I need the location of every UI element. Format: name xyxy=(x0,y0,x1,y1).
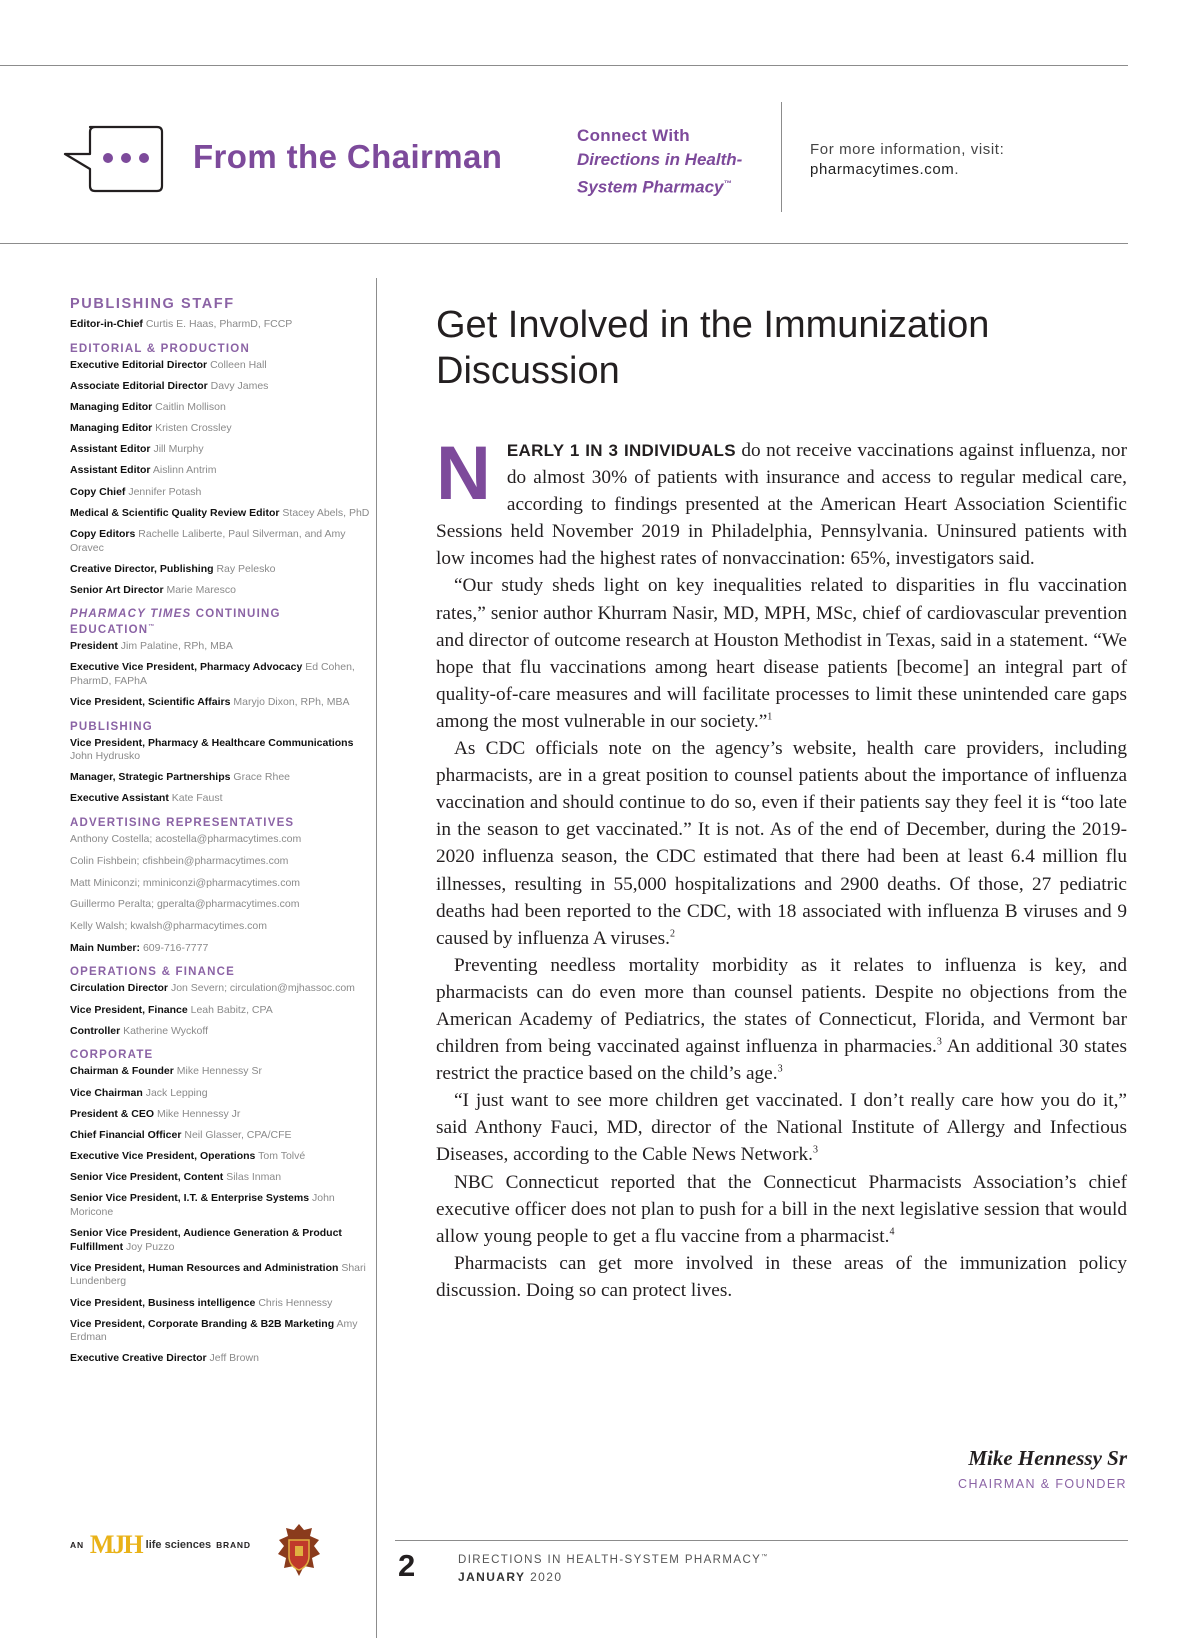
staff-name: Mike Hennessy Jr xyxy=(156,1107,241,1120)
ce-heading-italic: PHARMACY TIMES xyxy=(70,608,192,621)
staff-name: Neil Glasser, CPA/CFE xyxy=(184,1128,292,1141)
publishing-list xyxy=(70,737,370,806)
ce-heading-rest: CONTINUING EDUCATION xyxy=(70,608,281,637)
staff-entry xyxy=(70,1171,370,1185)
staff-entry xyxy=(70,1352,370,1366)
trademark: ™ xyxy=(723,179,732,188)
staff-entry xyxy=(70,422,370,436)
staff-role: Vice President, Corporate Branding & B2B Marketing xyxy=(70,1317,335,1330)
staff-entry xyxy=(70,443,370,457)
column-divider xyxy=(376,278,377,1638)
staff-role: Editor-in-Chief xyxy=(70,318,143,330)
paragraph xyxy=(436,572,1127,735)
operations-heading: OPERATIONS & FINANCE xyxy=(70,966,235,979)
paragraph-text: “Our study sheds light on key inequalities related to disparities in flu vaccination rates,” senior author Khurram Nasir, MD, MPH, MSc, chief of cardiovascular prevention and director of outcome research at Houston Methodist in Texas, said in a statement. “We hope that flu vaccinations among heart disease patients [become] an integral part of quality-of-care measures and will facilitate processes to limit these unintended care gaps among the most vulnerable in our society.” xyxy=(436,575,1127,732)
staff-name: Mike Hennessy Sr xyxy=(176,1065,262,1078)
info-url-suffix: . xyxy=(954,161,960,178)
staff-name: Kate Faust xyxy=(171,792,223,805)
staff-name: John Hydrusko xyxy=(70,750,141,763)
paragraph xyxy=(436,952,1127,1087)
staff-entry xyxy=(70,1129,370,1143)
staff-entry xyxy=(70,1108,370,1122)
staff-role: Vice President, Scientific Affairs xyxy=(70,696,231,709)
staff-name: 609-716-7777 xyxy=(142,941,209,954)
header-vertical-divider xyxy=(781,102,782,212)
staff-role: Main Number: xyxy=(70,941,141,954)
brand-prefix: AN xyxy=(70,1540,84,1550)
staff-name: Chris Hennessy xyxy=(258,1296,333,1309)
brand-logo xyxy=(70,1530,251,1560)
issue-month: JANUARY xyxy=(458,1570,526,1584)
staff-name: Leah Babitz, CPA xyxy=(190,1003,273,1016)
footnote-ref: 3 xyxy=(777,1063,783,1075)
crest-seal-icon xyxy=(274,1522,324,1578)
footnote-ref: 4 xyxy=(889,1226,895,1238)
staff-role: Copy Chief xyxy=(70,485,126,498)
staff-role: Assistant Editor xyxy=(70,443,151,456)
ad-rep-contact: Anthony Costella; acostella@pharmacytimes.com xyxy=(70,832,302,845)
staff-entry xyxy=(70,982,370,996)
staff-entry xyxy=(70,528,370,555)
staff-role: Senior Vice President, Content xyxy=(70,1171,224,1184)
staff-role: Circulation Director xyxy=(70,982,169,995)
staff-name: Curtis E. Haas, PharmD, FCCP xyxy=(145,318,293,330)
staff-entry xyxy=(70,640,370,654)
editorial-heading: EDITORIAL & PRODUCTION xyxy=(70,342,250,355)
staff-name: Grace Rhee xyxy=(233,771,291,784)
staff-entry xyxy=(70,1004,370,1018)
operations-list xyxy=(70,982,370,1038)
staff-role: Senior Art Director xyxy=(70,583,164,596)
staff-entry xyxy=(70,563,370,577)
footer-rule xyxy=(395,1540,1128,1541)
staff-entry xyxy=(70,401,370,415)
ad-rep-contact: Colin Fishbein; cfishbein@pharmacytimes.com xyxy=(70,854,289,867)
staff-entry xyxy=(70,1262,370,1289)
staff-entry xyxy=(70,1150,370,1164)
staff-role: President & CEO xyxy=(70,1107,155,1120)
signature-title: CHAIRMAN & FOUNDER xyxy=(958,1477,1127,1491)
advertising-heading: ADVERTISING REPRESENTATIVES xyxy=(70,816,295,829)
staff-role: Senior Vice President, I.T. & Enterprise Systems xyxy=(70,1192,310,1205)
signature xyxy=(958,1446,1127,1491)
staff-entry xyxy=(70,771,370,785)
chat-bubble-icon xyxy=(62,124,168,194)
staff-entry xyxy=(70,661,370,688)
staff-name: Marie Maresco xyxy=(166,583,236,596)
ad-rep-contact: Kelly Walsh; kwalsh@pharmacytimes.com xyxy=(70,920,267,933)
staff-name: Jack Lepping xyxy=(145,1086,208,1099)
editorial-list xyxy=(70,359,370,598)
paragraph-text: As CDC officials note on the agency’s website, health care providers, including pharmacists, are in a great position to counsel patients about the importance of influenza vaccination and should continue to do so, even if their patients say they feel it is “too late in the season to get vaccinated.” It is not. As of the end of December, during the 2019-2020 influenza season, the CDC estimated that there had been at least 6.4 million flu illnesses, resulting in 55,000 hospitalizations and 2900 deaths. Of those, 27 pediatric deaths had been reported to the CDC, with 18 associated with influenza B viruses and 9 caused by influenza A viruses. xyxy=(436,738,1127,949)
article-body xyxy=(436,431,1127,1304)
paragraph-text: An additional 30 states restrict the practice based on the child’s age. xyxy=(436,1036,1127,1085)
issue-year: 2020 xyxy=(530,1570,563,1584)
paragraph xyxy=(436,735,1127,952)
staff-entry xyxy=(70,507,370,521)
paragraph-text: Preventing needless mortality morbidity as it relates to influenza is key, and pharmacists can do even more than counsel patients. Despite no objections from the American Academy of Pediatrics, the states of Connecticut, Florida, and Vermont bar children from being vaccinated against influenza in pharmacies. xyxy=(436,954,1127,1058)
info-url-link[interactable]: pharmacytimes.com xyxy=(810,161,955,178)
paragraph-text: do not receive vaccinations against influenza, nor do almost 30% of patients with insurance and access to regular medical care, according to findings presented at the American Heart Association Scientific Sessions held November 2019 in Philadelphia, Pennsylvania. Uninsured patients with low incomes had the highest rates of nonvaccination: 65%, investigators said. xyxy=(436,440,1127,570)
staff-entry xyxy=(70,380,370,394)
footnote-ref: 3 xyxy=(936,1036,942,1048)
brand-suffix: BRAND xyxy=(216,1540,251,1550)
footnote-ref: 1 xyxy=(767,711,773,723)
paragraph-text: Pharmacists can get more involved in these areas of the immunization policy discussion. Doing so can protect lives. xyxy=(436,1252,1127,1301)
issue-date xyxy=(458,1570,562,1584)
staff-entry xyxy=(70,486,370,500)
staff-role: President xyxy=(70,640,118,653)
publication-name xyxy=(458,1554,769,1566)
paragraph-text: NBC Connecticut reported that the Connecticut Pharmacists Association’s chief executive officer does not plan to push for a bill in the next legislative session that would allow young people to get a flu vaccine from a pharmacist. xyxy=(436,1171,1127,1247)
ce-heading xyxy=(70,608,370,637)
staff-name: Ray Pelesko xyxy=(216,562,276,575)
article-headline: Get Involved in the Immunization Discussion xyxy=(436,304,990,392)
paragraph xyxy=(436,1169,1127,1250)
staff-name: Maryjo Dixon, RPh, MBA xyxy=(233,696,350,709)
staff-role: Vice Chairman xyxy=(70,1086,143,1099)
staff-name: Shari Lundenberg xyxy=(70,1261,366,1288)
staff-role: Executive Creative Director xyxy=(70,1352,207,1365)
connect-link-text: Directions in Health-System Pharmacy xyxy=(577,150,743,197)
staff-entry xyxy=(70,1025,370,1039)
page-number: 2 xyxy=(398,1548,416,1583)
advertising-list xyxy=(70,833,370,933)
staff-name: Jennifer Potash xyxy=(128,485,202,498)
corporate-list xyxy=(70,1065,370,1366)
paragraph xyxy=(436,431,1127,572)
staff-entry xyxy=(70,1192,370,1219)
staff-name: Tom Tolvé xyxy=(258,1150,306,1163)
staff-name: Jim Palatine, RPh, MBA xyxy=(120,640,233,653)
staff-entry xyxy=(70,737,370,764)
header-bottom-rule xyxy=(0,243,1128,244)
staff-role: Controller xyxy=(70,1024,121,1037)
staff-role: Copy Editors xyxy=(70,528,136,540)
staff-entry xyxy=(70,792,370,806)
staff-role: Creative Director, Publishing xyxy=(70,562,214,575)
drop-cap: N xyxy=(436,431,491,516)
staff-role: Managing Editor xyxy=(70,400,153,413)
staff-name: John Moricone xyxy=(70,1192,335,1218)
staff-name: Aislinn Antrim xyxy=(152,464,217,477)
staff-name: Jeff Brown xyxy=(209,1352,259,1365)
trademark: ™ xyxy=(148,624,156,631)
staff-role: Vice President, Human Resources and Administration xyxy=(70,1261,339,1274)
info-label: For more information, visit: xyxy=(810,141,1005,158)
staff-role: Assistant Editor xyxy=(70,464,151,477)
staff-entry xyxy=(70,696,370,710)
staff-role: Chairman & Founder xyxy=(70,1065,174,1078)
lead-in: EARLY 1 IN 3 INDIVIDUALS xyxy=(506,441,736,460)
staff-entry xyxy=(70,1318,370,1345)
footnote-ref: 3 xyxy=(812,1145,818,1157)
publishing-staff-heading: PUBLISHING STAFF xyxy=(70,296,235,312)
staff-name: Colleen Hall xyxy=(210,358,267,371)
corporate-heading: CORPORATE xyxy=(70,1049,154,1062)
publishing-heading: PUBLISHING xyxy=(70,720,153,733)
trademark: ™ xyxy=(761,1554,769,1561)
staff-entry xyxy=(70,359,370,373)
staff-role: Executive Vice President, Operations xyxy=(70,1150,256,1163)
staff-name: Kristen Crossley xyxy=(155,422,232,435)
staff-name: Rachelle Laliberte, Paul Silverman, and Amy Oravec xyxy=(70,528,346,554)
staff-name: Amy Erdman xyxy=(70,1317,358,1344)
staff-name: Jon Severn; circulation@mjhassoc.com xyxy=(170,982,355,995)
signature-name: Mike Hennessy Sr xyxy=(968,1446,1127,1470)
staff-name: Davy James xyxy=(210,379,269,392)
ce-list xyxy=(70,640,370,709)
mjh-logo: MJH xyxy=(89,1530,142,1559)
staff-name: Stacey Abels, PhD xyxy=(282,506,370,519)
staff-name: Jill Murphy xyxy=(153,443,204,456)
paragraph xyxy=(436,1250,1127,1304)
staff-name: Caitlin Mollison xyxy=(155,400,226,413)
staff-name: Katherine Wyckoff xyxy=(123,1024,209,1037)
staff-role: Executive Editorial Director xyxy=(70,358,208,371)
staff-role: Senior Vice President, Audience Generation & Product Fulfillment xyxy=(70,1227,342,1253)
connect-link[interactable] xyxy=(577,148,767,200)
top-rule xyxy=(0,65,1128,66)
ad-rep-contact: Guillermo Peralta; gperalta@pharmacytimes.com xyxy=(70,898,300,911)
staff-role: Vice President, Pharmacy & Healthcare Communications xyxy=(70,736,354,749)
staff-entry xyxy=(70,1297,370,1311)
staff-role: Managing Editor xyxy=(70,422,153,435)
info-block xyxy=(810,140,1004,180)
connect-heading: Connect With xyxy=(577,126,690,145)
paragraph xyxy=(436,1087,1127,1168)
staff-role: Vice President, Business intelligence xyxy=(70,1296,256,1309)
staff-name: Ed Cohen, PharmD, FAPhA xyxy=(70,661,355,687)
connect-block xyxy=(577,124,767,200)
staff-entry xyxy=(70,1087,370,1101)
staff-entry xyxy=(70,1227,370,1254)
staff-role: Executive Assistant xyxy=(70,792,169,805)
section-title: From the Chairman xyxy=(193,138,503,175)
staff-role: Manager, Strategic Partnerships xyxy=(70,771,231,784)
ad-rep-contact: Matt Miniconzi; mminiconzi@pharmacytimes.com xyxy=(70,876,301,889)
staff-role: Chief Financial Officer xyxy=(70,1128,182,1141)
staff-role: Associate Editorial Director xyxy=(70,379,208,392)
staff-name: Silas Inman xyxy=(226,1171,282,1184)
main-number xyxy=(70,942,370,956)
publication-title: DIRECTIONS IN HEALTH-SYSTEM PHARMACY xyxy=(458,1554,762,1566)
staff-entry xyxy=(70,584,370,598)
staff-entry xyxy=(70,318,370,332)
staff-role: Executive Vice President, Pharmacy Advocacy xyxy=(70,661,303,674)
staff-role: Vice President, Finance xyxy=(70,1003,188,1016)
staff-name: Joy Puzzo xyxy=(126,1240,175,1253)
paragraph-text: “I just want to see more children get vaccinated. I don’t really care how you do it,” said Anthony Fauci, MD, director of the National Institute of Allergy and Infectious Diseases, according to the Cable News Network. xyxy=(436,1090,1127,1166)
staff-entry xyxy=(70,464,370,478)
brand-name: life sciences xyxy=(145,1539,212,1551)
masthead-sidebar xyxy=(70,296,370,1374)
staff-entry xyxy=(70,1065,370,1079)
footnote-ref: 2 xyxy=(670,928,675,940)
staff-role: Medical & Scientific Quality Review Editor xyxy=(70,506,280,519)
